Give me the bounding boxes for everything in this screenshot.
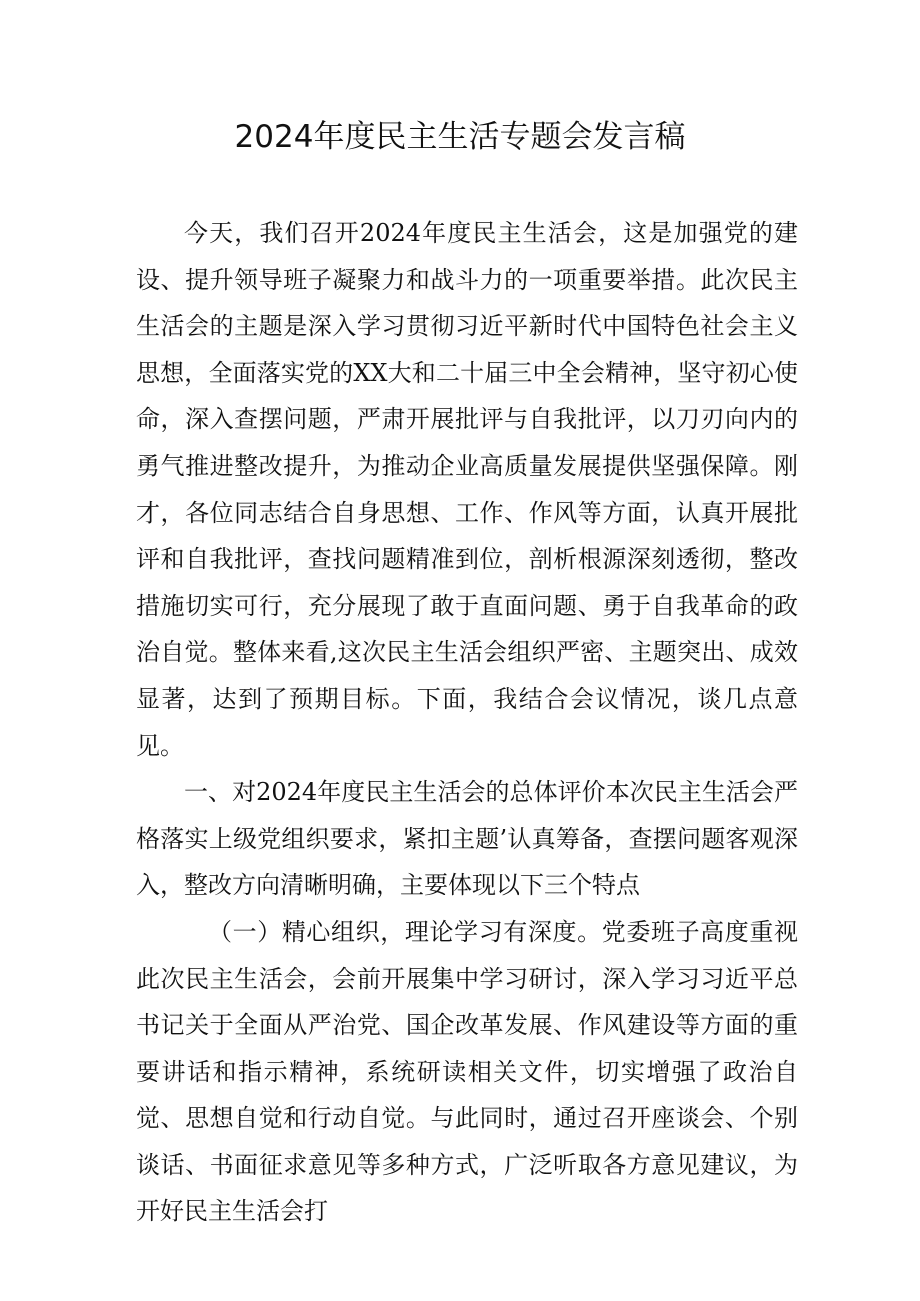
paragraph-section-one: 一、对2024年度民主生活会的总体评价本次民主生活会严格落实上级党组织要求，紧扣主题’认真筹备，查摆问题客观深入，整改方向清晰明确，主要体现以下三个特点: [136, 778, 798, 900]
paragraph-subsection-one: （一）精心组织，理论学习有深度。党委班子高度重视此次民主生活会，会前开展集中学习研讨，深入学习习近平总书记关于全面从严治党、国企改革发展、作风建设等方面的重要讲话和指示精神，系统研读相关文件，切实增强了政治自觉、思想自觉和行动自觉。与此同时，通过召开座谈会、个别谈话、书面征求意见等多种方式，广泛听取各方意见建议，为开好民主生活会打: [136, 917, 798, 1226]
paragraph-intro: 今天，我们召开2024年度民主生活会，这是加强党的建设、提升领导班子凝聚力和战斗力的一项重要举措。此次民主生活会的主题是深入学习贯彻习近平新时代中国特色社会主义思想，全面落实党的XX大和二十届三中全会精神，坚守初心使命，深入查摆问题，严肃开展批评与自我批评，以刀刃向内的勇气推进整改提升，为推动企业高质量发展提供坚强保障。刚才，各位同志结合自身思想、工作、作风等方面，认真开展批评和自我批评，查找问题精准到位，剖析根源深刻透彻，整改措施切实可行，充分展现了敢于直面问题、勇于自我革命的政治自觉。整体来看,这次民主生活会组织严密、主题突出、成效显著，达到了预期目标。下面，我结合会议情况，谈几点意见。: [136, 219, 798, 760]
document-body: [136, 210, 798, 1235]
document-title: 2024年度民主生活专题会发言稿: [234, 119, 686, 155]
